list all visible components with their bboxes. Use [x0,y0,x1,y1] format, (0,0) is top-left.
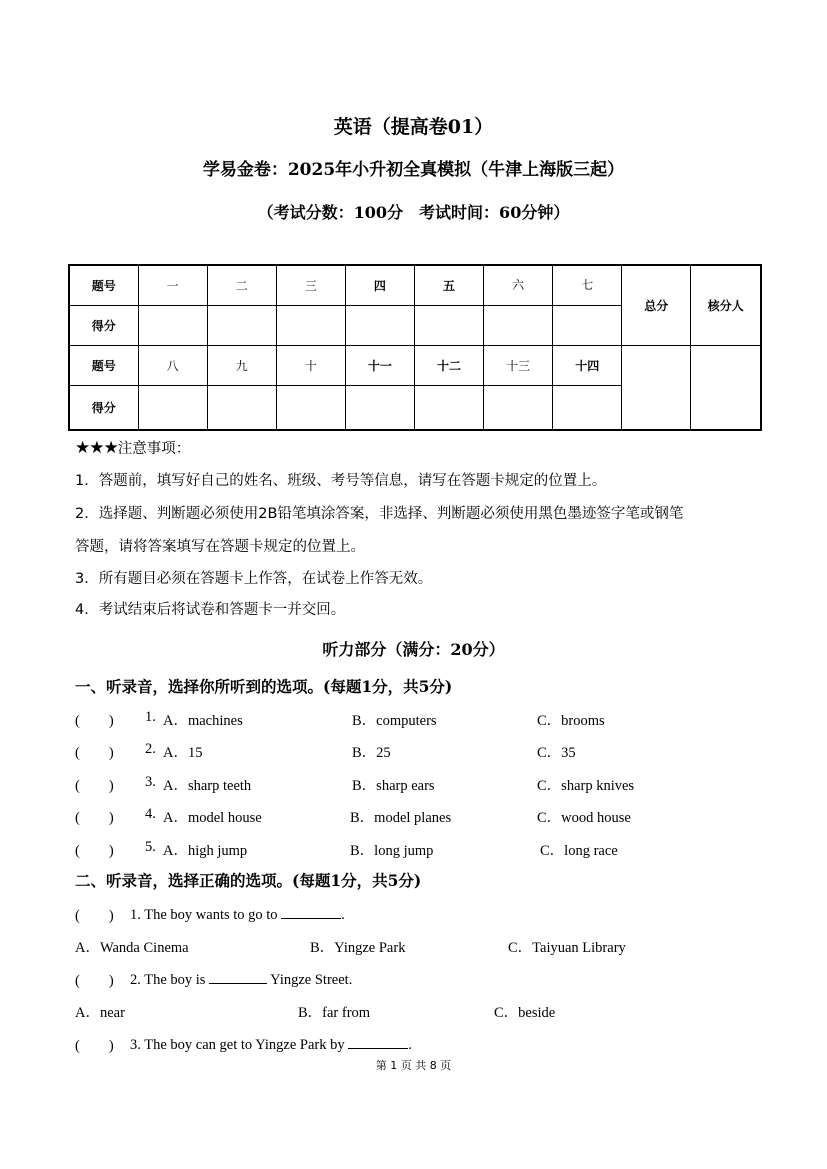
question-number: 十四 [553,346,622,385]
option-b: B．long jump [350,843,434,859]
option-a: A．15 [163,745,203,761]
option-a: A．near [75,1005,125,1021]
question-number: 二 [207,265,276,305]
option-c: C．sharp knives [537,778,635,794]
part1-heading: 一、听录音，选择你所听到的选项。(每题1分，共5分) [75,677,453,696]
option-b: B．model planes [350,810,452,826]
question-number: 十一 [345,346,414,385]
exam-info: （考试分数：100分 考试时间：60分钟） [257,203,570,222]
note-item: 2．选择题、判断题必须使用2B铅笔填涂答案，非选择、判断题必须使用黑色墨迹签字笔或钢笔 [75,506,684,522]
question-number: 十 [276,346,345,385]
option-c: C．wood house [537,810,631,826]
score-cell[interactable] [207,385,276,430]
question-number: 5. [145,839,156,855]
question-number: 五 [414,265,483,305]
note-item: 1．答题前，填写好自己的姓名、班级、考号等信息，请写在答题卡规定的位置上。 [75,473,607,489]
option-c: C．beside [494,1005,556,1021]
question-number: 六 [484,265,553,305]
option-c: C．Taiyuan Library [508,940,626,956]
score-cell[interactable] [345,385,414,430]
question-number: 1. [145,709,156,725]
option-a: A．high jump [163,843,248,859]
question-number: 七 [553,265,622,305]
option-a: A．Wanda Cinema [75,940,189,956]
question-number: 九 [207,346,276,385]
score-table [68,264,762,431]
question-number: 3. [145,774,156,790]
question-number: 四 [345,265,414,305]
option-b: B．sharp ears [352,778,435,794]
answer-paren[interactable]: ( ) [75,973,114,989]
question-number: 2. [145,741,156,757]
question-stem-text: 2. The boy is [130,972,206,988]
row-label-number: 题号 [69,346,138,385]
stem-end: Yingze Street. [270,972,353,988]
score-cell[interactable] [276,385,345,430]
score-cell[interactable] [138,305,207,345]
exam-subtitle: 学易金卷：2025年小升初全真模拟（牛津上海版三起） [202,160,625,180]
score-cell[interactable] [138,385,207,430]
answer-paren[interactable]: ( ) [75,778,114,794]
question-number: 十二 [414,346,483,385]
answer-blank[interactable] [209,969,267,984]
star-icon: ★★★ [75,438,118,458]
question-number: 三 [276,265,345,305]
total-score-header: 总分 [622,265,691,346]
answer-paren[interactable]: ( ) [75,713,114,729]
option-a: A．model house [163,810,262,826]
option-b: B．Yingze Park [310,940,406,956]
option-b: B．far from [298,1005,371,1021]
option-b: B．computers [352,713,437,729]
question-stem [130,904,345,924]
question-number: 一 [138,265,207,305]
score-cell[interactable] [553,385,622,430]
question-stem [130,1034,412,1054]
part2-heading: 二、听录音，选择正确的选项。(每题1分，共5分) [75,871,422,890]
answer-paren[interactable]: ( ) [75,843,114,859]
checker-header: 核分人 [691,265,761,346]
question-number: 4. [145,806,156,822]
notes-heading [75,437,190,458]
row-label-number: 题号 [69,265,138,305]
note-item: 4．考试结束后将试卷和答题卡一并交回。 [75,602,346,618]
score-cell[interactable] [207,305,276,345]
score-cell[interactable] [414,385,483,430]
question-number: 十三 [484,346,553,385]
option-a: A．sharp teeth [163,778,252,794]
notes-heading-label: 注意事项： [117,441,191,457]
score-cell[interactable] [553,305,622,345]
row-label-score: 得分 [69,305,138,345]
option-c: C．long race [540,843,618,859]
option-c: C．brooms [537,713,605,729]
score-cell[interactable] [414,305,483,345]
question-stem-text: 3. The boy can get to Yingze Park by [130,1037,345,1053]
score-cell[interactable] [345,305,414,345]
answer-blank[interactable] [281,904,341,919]
answer-paren[interactable]: ( ) [75,745,114,761]
score-cell[interactable] [484,305,553,345]
option-c: C．35 [537,745,576,761]
score-cell[interactable] [484,385,553,430]
stem-end: . [408,1037,412,1053]
option-a: A．machines [163,713,243,729]
answer-paren[interactable]: ( ) [75,810,114,826]
note-item: 3．所有题目必须在答题卡上作答，在试卷上作答无效。 [75,571,433,587]
answer-paren[interactable]: ( ) [75,908,114,924]
total-score-cell[interactable] [622,346,691,430]
option-b: B．25 [352,745,391,761]
answer-blank[interactable] [348,1034,408,1049]
stem-end: . [341,907,345,923]
page-number: 第 1 页 共 8 页 [375,1059,452,1072]
row-label-score: 得分 [69,385,138,430]
score-cell[interactable] [276,305,345,345]
question-number: 八 [138,346,207,385]
question-stem [130,969,352,989]
section-title: 听力部分（满分：20分） [322,640,505,659]
checker-cell[interactable] [691,346,761,430]
note-item: 答题，请将答案填写在答题卡规定的位置上。 [75,539,365,555]
answer-paren[interactable]: ( ) [75,1038,114,1054]
exam-title: 英语（提高卷01） [333,116,494,138]
question-stem-text: 1. The boy wants to go to [130,907,278,923]
